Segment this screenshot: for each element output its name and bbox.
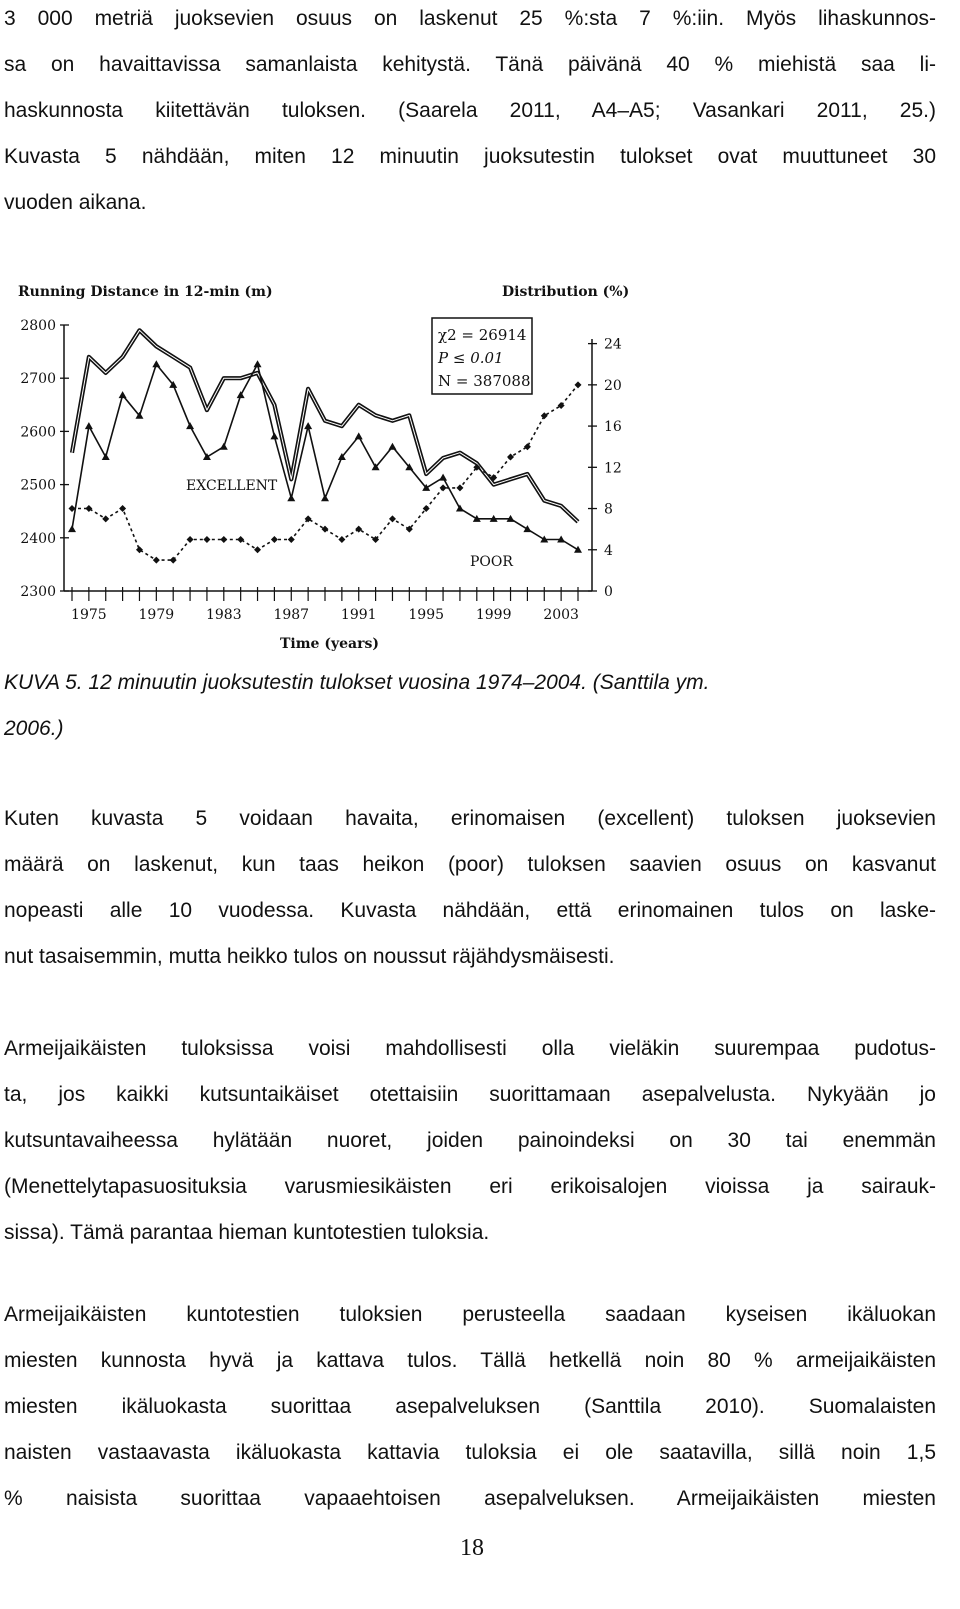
point-excellent [68, 525, 76, 532]
left-tick-label: 2500 [20, 477, 56, 494]
text-line: miesten ikäluokasta suorittaa asepalveluksen (Santtila 2010). Suomalaisten [4, 1395, 936, 1418]
text-line: % naisista suorittaa vapaaehtoisen asepalveluksen. Armeijaikäisten miesten [4, 1487, 936, 1510]
right-tick-label: 24 [604, 336, 622, 353]
point-poor [153, 557, 160, 564]
point-poor [85, 505, 92, 512]
point-poor [136, 546, 143, 553]
label-poor: POOR [470, 554, 513, 570]
point-excellent [102, 453, 110, 460]
text-line: sissa). Tämä parantaa hieman kuntotestien tuloksia. [4, 1221, 490, 1244]
point-excellent [304, 422, 312, 429]
point-excellent [355, 432, 363, 439]
right-tick-label: 8 [604, 501, 613, 518]
point-excellent [186, 422, 194, 429]
figure-caption [4, 660, 936, 752]
left-tick-label: 2700 [20, 371, 56, 388]
right-tick-label: 4 [604, 542, 613, 559]
point-excellent [523, 525, 531, 532]
text-line: sa on havaittavissa samanlaista kehitystä. Tänä päivänä 40 % miehistä saa li- [4, 53, 936, 76]
x-tick-label: 1987 [273, 607, 310, 623]
point-poor [322, 526, 329, 533]
text-line: nut tasaisemmin, mutta heikko tulos on noussut räjähdysmäisesti. [4, 945, 615, 968]
point-excellent [119, 391, 127, 398]
text-line: ta, jos kaikki kutsuntaikäiset otettaisiin suorittamaan asepalvelusta. Nykyään jo [4, 1083, 936, 1106]
left-tick-label: 2800 [20, 318, 56, 334]
text-line: 3 000 metriä juoksevien osuus on laskenut 25 %:sta 7 %:iin. Myös lihaskunnos- [4, 7, 936, 30]
point-poor [288, 536, 295, 543]
label-excellent: EXCELLENT [186, 478, 278, 494]
x-tick-label: 1983 [205, 607, 242, 623]
point-excellent [439, 474, 447, 481]
point-poor [254, 546, 261, 553]
x-tick-label: 1995 [408, 607, 445, 623]
caption-line: KUVA 5. 12 minuutin juoksutestin tulokset vuosina 1974–2004. (Santtila ym. [4, 671, 710, 694]
point-excellent [287, 494, 295, 501]
point-poor [338, 536, 345, 543]
point-poor [119, 505, 126, 512]
text-line: haskunnosta kiitettävän tuloksen. (Saarela 2011, A4–A5; Vasankari 2011, 25.) [4, 99, 936, 122]
caption-line: 2006.) [4, 717, 64, 740]
right-tick-label: 20 [604, 377, 622, 394]
point-poor [271, 536, 278, 543]
text-line: Armeijaikäisten kuntotestien tuloksien perusteella saadaan kyseisen ikäluokan [4, 1303, 936, 1326]
left-tick-label: 2300 [20, 584, 56, 600]
stats-box [432, 318, 532, 394]
page-number: 18 [460, 1535, 484, 1561]
paragraph-3 [4, 1026, 936, 1256]
running-test-chart [8, 268, 638, 660]
point-excellent [152, 360, 160, 367]
text-line: (Menettelytapasuosituksia varusmiesikäisten eri erikoisalojen vioissa ja sairauk- [4, 1175, 936, 1198]
point-excellent [574, 546, 582, 553]
right-tick-label: 0 [604, 584, 613, 600]
point-poor [440, 484, 447, 491]
point-excellent [388, 443, 396, 450]
left-tick-label: 2400 [20, 530, 56, 547]
text-line: Kuten kuvasta 5 voidaan havaita, erinomaisen (excellent) tuloksen juoksevien [4, 807, 936, 830]
right-tick-label: 12 [604, 460, 622, 477]
right-axis-title: Distribution (%) [502, 284, 630, 300]
paragraph-2 [4, 796, 936, 980]
point-poor [203, 536, 210, 543]
x-tick-label: 1979 [138, 607, 175, 623]
x-tick-label: 1991 [340, 607, 377, 623]
text-line: Kuvasta 5 nähdään, miten 12 minuutin juoksutestin tulokset ovat muuttuneet 30 [4, 145, 936, 168]
point-excellent [203, 453, 211, 460]
point-excellent [456, 505, 464, 512]
text-line: Armeijaikäisten tuloksissa voisi mahdollisesti olla vieläkin suurempaa pudotus- [4, 1037, 936, 1060]
left-axis-title: Running Distance in 12-min (m) [18, 284, 273, 300]
point-excellent [237, 391, 245, 398]
right-tick-label: 16 [604, 419, 622, 436]
stat-n: N = 387088 [438, 372, 531, 390]
point-poor [575, 381, 582, 388]
left-tick-label: 2600 [20, 424, 56, 441]
point-poor [389, 515, 396, 522]
point-excellent [321, 494, 329, 501]
series-line-excellent [72, 364, 578, 550]
point-poor [102, 515, 109, 522]
point-poor [524, 443, 531, 450]
point-poor [541, 412, 548, 419]
point-excellent [254, 360, 262, 367]
point-poor [456, 484, 463, 491]
point-poor [170, 557, 177, 564]
point-poor [187, 536, 194, 543]
point-excellent [220, 443, 228, 450]
text-line: miesten kunnosta hyvä ja kattava tulos. Tällä hetkellä noin 80 % armeijaikäisten [4, 1349, 936, 1372]
paragraph-4 [4, 1292, 936, 1522]
x-tick-label: 2003 [543, 607, 579, 623]
text-line: naisten vastaavasta ikäluokasta kattavia tuloksia ei ole saatavilla, sillä noin 1,5 [4, 1441, 936, 1464]
point-excellent [85, 422, 93, 429]
x-axis-title: Time (years) [280, 636, 379, 652]
point-excellent [270, 432, 278, 439]
text-line: määrä on laskenut, kun taas heikon (poor) tuloksen saavien osuus on kasvanut [4, 853, 936, 876]
stat-chi2: χ2 = 26914 [438, 326, 527, 344]
point-poor [220, 536, 227, 543]
paragraph-intro [4, 0, 936, 226]
text-line: nopeasti alle 10 vuodessa. Kuvasta nähdään, että erinomainen tulos on laske- [4, 899, 936, 922]
series-line-poor [72, 385, 578, 560]
text-line: vuoden aikana. [4, 191, 147, 214]
x-tick-label: 1975 [71, 607, 107, 623]
text-line: kutsuntavaiheessa hylätään nuoret, joiden painoindeksi on 30 tai enemmän [4, 1129, 936, 1152]
x-tick-label: 1999 [475, 607, 512, 623]
stat-p: P ≤ 0.01 [438, 349, 504, 367]
